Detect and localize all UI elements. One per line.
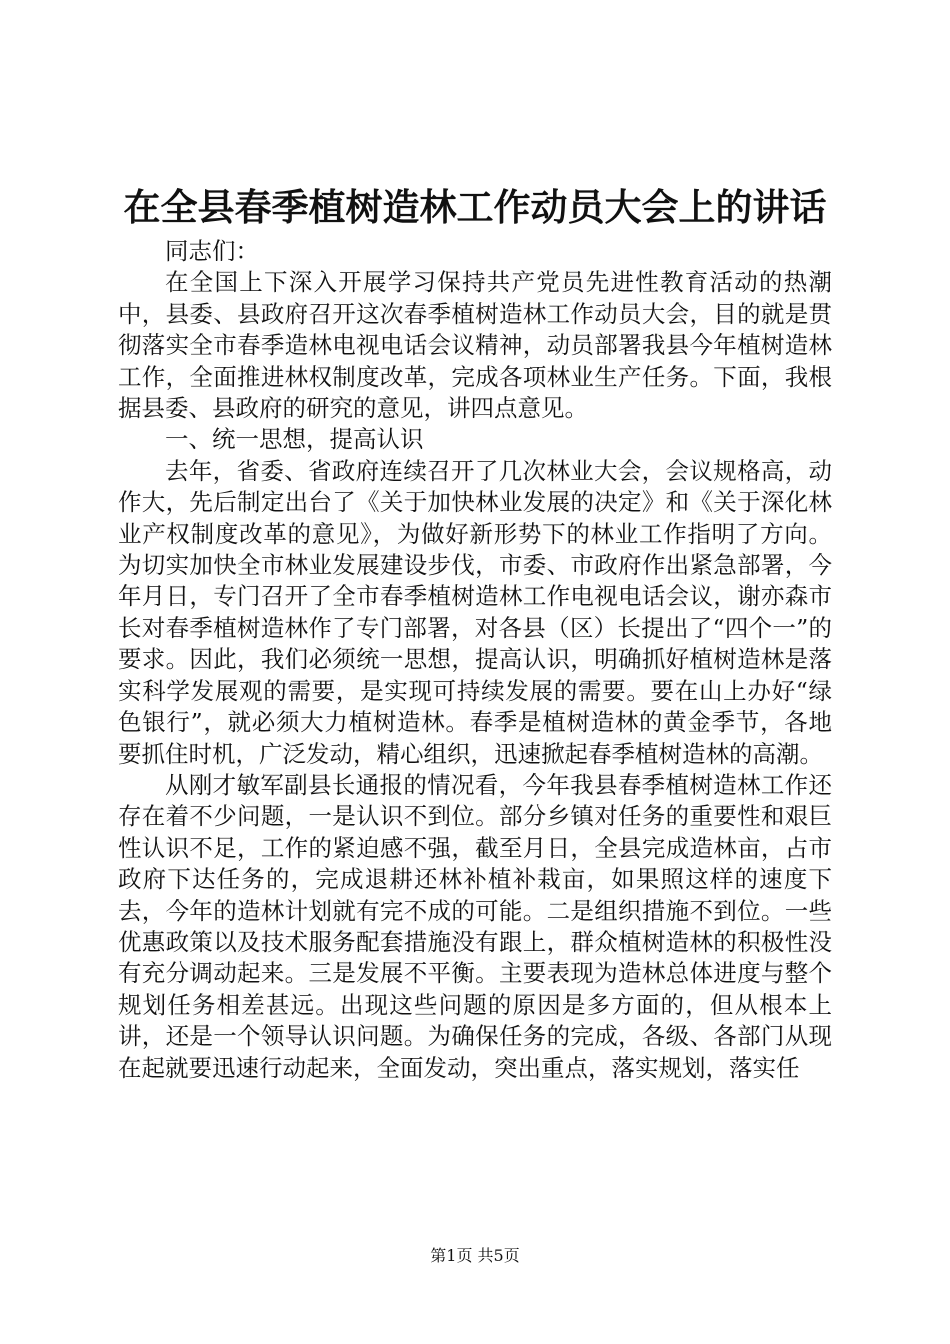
paragraph-intro: 在全国上下深入开展学习保持共产党员先进性教育活动的热潮中，县委、县政府召开这次春季植树造林工作动员大会，目的就是贯彻落实全市春季造林电视电话会议精神，动员部署我县今年植树造林工作，全面推进林权制度改革，完成各项林业生产任务。下面，我根据县委、县政府的研究的意见，讲四点意见。: [118, 268, 832, 423]
document-body: [118, 236, 832, 1084]
section-heading: 一、统一思想，提高认识: [165, 425, 424, 454]
paragraph-problems: 从刚才敏军副县长通报的情况看，今年我县春季植树造林工作还存在着不少问题，一是认识不到位。部分乡镇对任务的重要性和艰巨性认识不足，工作的紧迫感不强，截至月日，全县完成造林亩，占市政府下达任务的，完成退耕还林补植补栽亩，如果照这样的速度下去，今年的造林计划就有完不成的可能。二是组织措施不到位。一些优惠政策以及技术服务配套措施没有跟上，群众植树造林的积极性没有充分调动起来。三是发展不平衡。主要表现为造林总体进度与整个规划任务相差甚远。出现这些问题的原因是多方面的，但从根本上讲，还是一个领导认识问题。为确保任务的完成，各级、各部门从现在起就要迅速行动起来，全面发动，突出重点，落实规划，落实任: [118, 770, 832, 1082]
paragraph-section-1: 去年，省委、省政府连续召开了几次林业大会，会议规格高，动作大，先后制定出台了《关于加快林业发展的决定》和《关于深化林业产权制度改革的意见》，为做好新形势下的林业工作指明了方向。为切实加快全市林业发展建设步伐，市委、市政府作出紧急部署，今年月日，专门召开了全市春季植树造林工作电视电话会议，谢亦森市长对春季植树造林作了专门部署，对各县（区）长提出了“四个一”的要求。因此，我们必须统一思想，提高认识，明确抓好植树造林是落实科学发展观的需要，是实现可持续发展的需要。要在山上办好“绿色银行”，就必须大力植树造林。春季是植树造林的黄金季节，各地要抓住时机，广泛发动，精心组织，迅速掀起春季植树造林的高潮。: [118, 456, 832, 768]
salutation: 同志们：: [165, 237, 259, 265]
document-title: 在全县春季植树造林工作动员大会上的讲话: [123, 185, 827, 229]
page-number-footer: 第1页 共5页: [430, 1246, 520, 1265]
